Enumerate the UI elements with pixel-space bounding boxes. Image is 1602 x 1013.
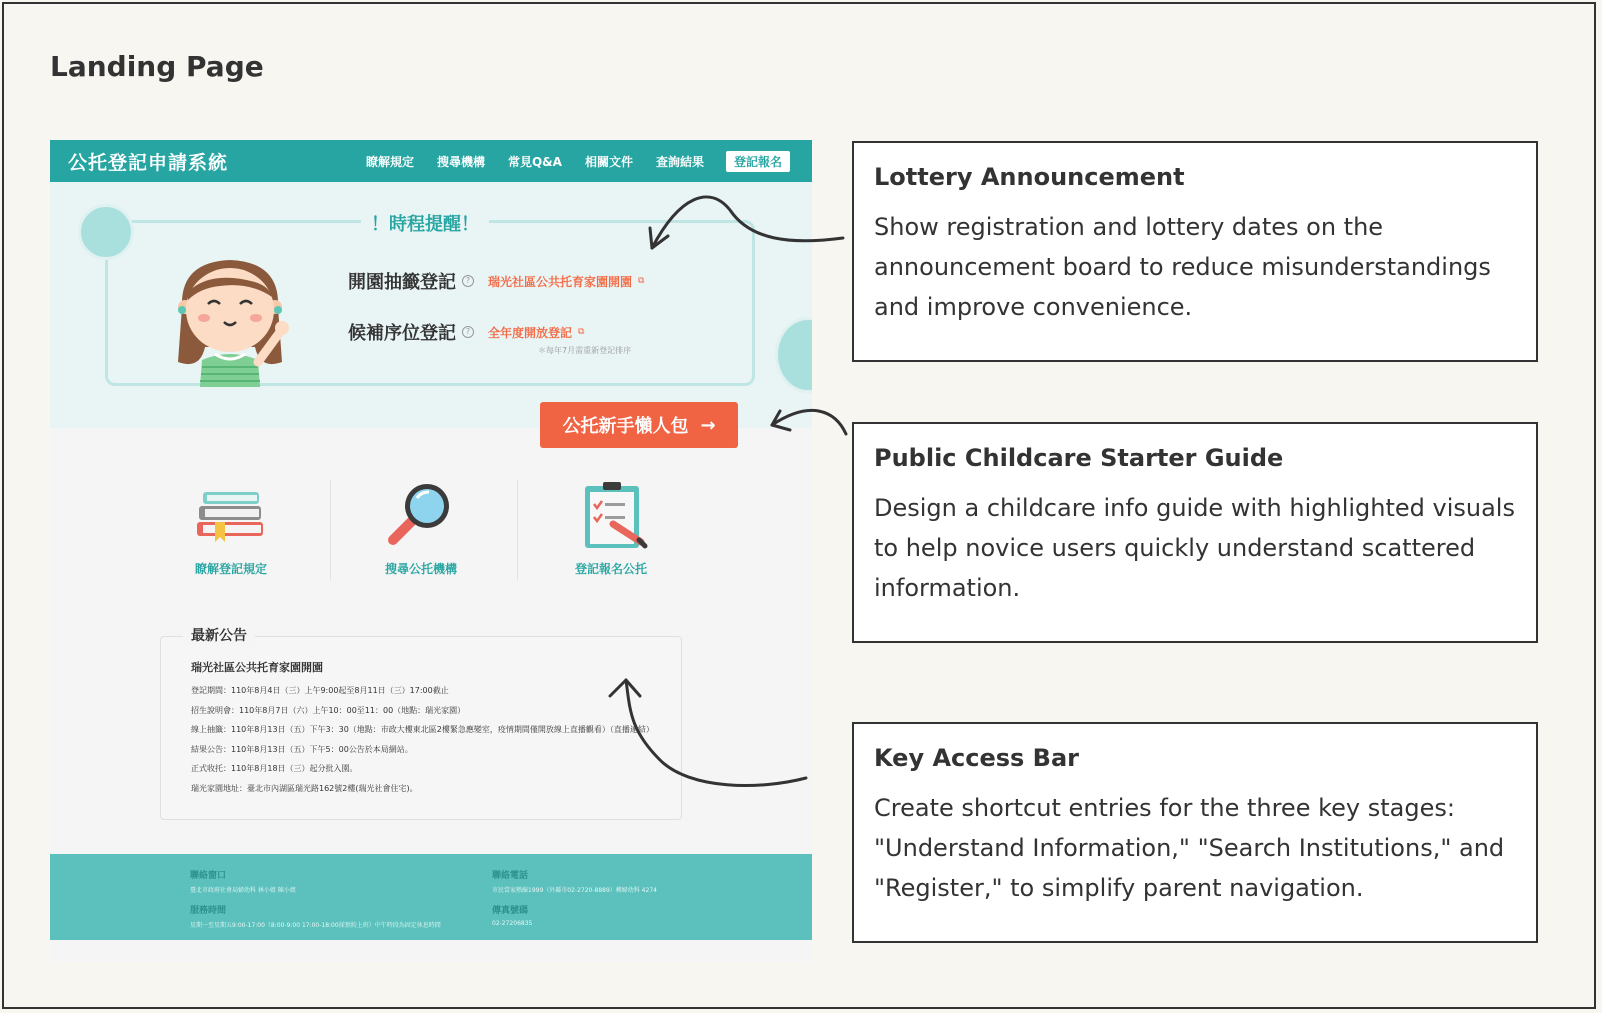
footer-hours-text: 星期一至星期五9:00-17:00（8:00-9:00 17:00-18:00採預約上班）中午時段為固定休息時間: [190, 922, 441, 929]
shortcut-register-label: 登記報名公托: [574, 562, 647, 576]
latest-news-panel: [160, 628, 682, 820]
website-mockup: [50, 140, 812, 962]
waitlist-registration-row: [348, 319, 584, 345]
footer-fax-label: 傳真號碼: [492, 906, 529, 916]
card-text-line: Design a childcare info guide with highlighted visuals: [874, 494, 1515, 522]
site-footer: [50, 854, 812, 940]
card-title: Key Access Bar: [874, 744, 1080, 772]
waitlist-registration-label: 候補序位登記: [348, 323, 456, 344]
footer-hours-label: 服務時間: [190, 906, 227, 916]
footer-fax-text: 02-27206835: [492, 920, 533, 927]
lottery-announcement-board: [50, 182, 812, 428]
footer-phone-text: 市民當家熱線1999（外縣市02-2720-8889）轉婦幼科 4274: [492, 887, 657, 894]
help-icon[interactable]: ?: [462, 326, 474, 338]
shortcut-register[interactable]: [516, 480, 706, 595]
news-line: 線上抽籤：110年8月13日（五）下午3：30（地點：市政大樓東北區2樓緊急應變室，疫情期間僅開放線上直播觀看）（直播連結）: [191, 725, 654, 734]
magnifier-icon: [381, 480, 461, 550]
help-icon[interactable]: ?: [462, 275, 474, 287]
annotation-card-lottery: [852, 141, 1538, 362]
shortcut-search-label: 搜尋公托機構: [384, 562, 457, 576]
card-text-line: Show registration and lottery dates on the: [874, 213, 1384, 241]
girl-illustration: [160, 252, 300, 387]
card-text-line: "Register," to simplify parent navigation.: [874, 874, 1364, 902]
arrow-right-icon: →: [700, 414, 716, 436]
top-nav: [50, 140, 812, 182]
annotation-card-starter-guide: [852, 422, 1538, 643]
site-brand[interactable]: 公托登記申請系統: [68, 152, 229, 174]
card-text-line: announcement board to reduce misunderstandings: [874, 253, 1491, 281]
footer-contact-label: 聯絡窗口: [190, 871, 227, 881]
card-text-line: Create shortcut entries for the three key stages:: [874, 794, 1455, 822]
shortcut-rules-label: 瞭解登記規定: [194, 562, 267, 576]
lottery-registration-link[interactable]: 瑞光社區公共托育家園開園: [488, 274, 633, 289]
news-line: 結果公告：110年8月13日（五）下午5：00公告於本局網站。: [191, 744, 413, 754]
shortcut-search[interactable]: [326, 480, 516, 595]
page-heading: Landing Page: [50, 50, 264, 83]
waitlist-note: ＊每年7月需重新登記排序: [538, 346, 632, 355]
waitlist-registration-link[interactable]: 全年度開放登記: [488, 325, 573, 340]
schedule-reminder-title: ！時程提醒！: [361, 210, 489, 236]
lottery-registration-label: 開園抽籤登記: [348, 272, 456, 293]
external-link-icon: ⧉: [578, 327, 585, 337]
news-line: 瑞光家園地址：臺北市內湖區瑞光路162號2樓(瑞光社會住宅)。: [191, 783, 418, 793]
news-line: 招生說明會：110年8月7日（六）上午10：00至11：00（地點：瑞光家園）: [191, 705, 466, 715]
books-icon: [191, 480, 271, 550]
card-text-line: and improve convenience.: [874, 293, 1193, 321]
card-text-line: "Understand Information," "Search Institutions," and: [874, 834, 1505, 862]
footer-phone-label: 聯絡電話: [492, 871, 529, 881]
news-line: 正式收托：110年8月18日（三）起分批入園。: [191, 764, 358, 773]
card-text-line: to help novice users quickly understand scattered: [874, 534, 1476, 562]
starter-guide-button[interactable]: [540, 402, 738, 448]
nav-register-button[interactable]: 登記報名: [726, 151, 790, 172]
decor-circle-left: [78, 204, 134, 260]
nav-link-search[interactable]: 搜尋機構: [436, 155, 485, 169]
nav-links: [343, 151, 790, 172]
decor-circle-right: [775, 317, 812, 393]
card-text-line: information.: [874, 574, 1021, 602]
news-item-details: [191, 685, 654, 802]
card-title: Lottery Announcement: [874, 163, 1185, 191]
footer-contact-text: 臺北市政府社會局婦幼科 林小姐 陳小姐: [190, 887, 296, 894]
news-line: 登記期間：110年8月4日（三）上午9:00起至8月11日（三）17:00截止: [191, 686, 449, 695]
annotation-card-key-access: [852, 722, 1538, 943]
nav-link-results[interactable]: 查詢結果: [655, 155, 704, 169]
clipboard-checklist-icon: [571, 480, 651, 550]
latest-news-title: 最新公告: [183, 625, 255, 645]
lottery-registration-row: [348, 268, 644, 294]
card-title: Public Childcare Starter Guide: [874, 444, 1284, 472]
nav-link-rules[interactable]: 瞭解規定: [365, 155, 414, 169]
external-link-icon: ⧉: [638, 276, 645, 286]
nav-link-documents[interactable]: 相關文件: [584, 155, 633, 169]
starter-guide-label: 公托新手懶人包: [562, 416, 689, 437]
shortcut-rules[interactable]: [136, 480, 326, 595]
news-item-heading[interactable]: 瑞光社區公共托育家園開園: [191, 661, 323, 674]
nav-link-faq[interactable]: 常見Q&A: [507, 155, 562, 169]
